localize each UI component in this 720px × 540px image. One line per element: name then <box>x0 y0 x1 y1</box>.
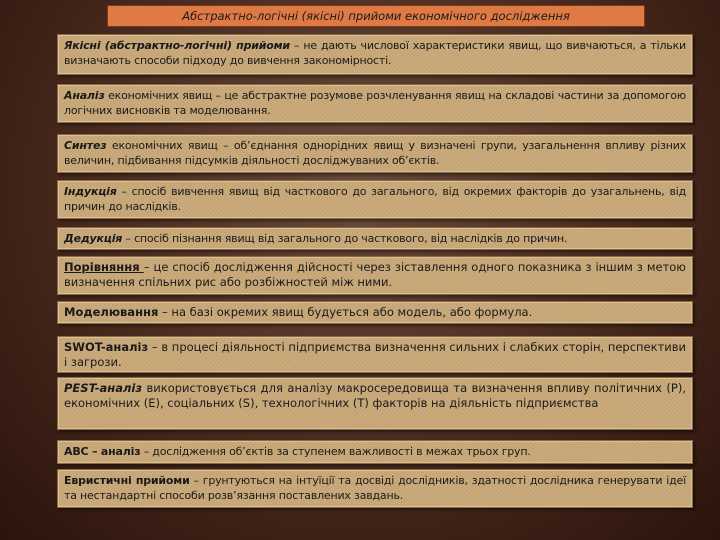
item-term: Індукція <box>64 185 117 198</box>
item-term: ABC – аналіз <box>64 445 141 458</box>
item-text: – на базі окремих явищ будується або модель, або формула. <box>158 305 533 319</box>
item-pest <box>57 377 693 430</box>
item-text: – спосіб пізнання явищ від загального до часткового, від наслідків до причин. <box>122 232 568 245</box>
item-deduction <box>57 227 693 250</box>
item-comparison <box>57 256 693 295</box>
item-term: Дедукція <box>64 232 123 245</box>
item-text: економічних явищ – об’єднання однорідних явищ у визначені групи, узагальнення впливу різних величин, підбивання підсумків діяльності досліджуваних об’єктів. <box>64 139 686 167</box>
item-heuristics <box>57 469 693 508</box>
item-induction <box>57 180 693 219</box>
item-term: Синтез <box>64 139 107 152</box>
item-text: – це спосіб дослідження дійсності через зіставлення одного показника з іншим з метою визначення спільних рис або розбіжностей між ними. <box>64 260 686 289</box>
item-term: PEST-аналіз <box>64 381 143 395</box>
item-term: SWOT-аналіз <box>64 340 149 354</box>
item-text: – спосіб вивчення явищ від часткового до загального, від окремих факторів до узагальнень, від причин до наслідків. <box>64 185 686 213</box>
item-text: використовується для аналізу макросередовища та визначення впливу політичних (P), економічних (E), соціальних (S), технологічних (T) факторів на діяльність підприємства <box>64 381 686 410</box>
item-swot <box>57 336 693 373</box>
item-text: – грунтуються на інтуїції та досвіді дослідників, здатності дослідника генерувати ідеї та нестандартні способи розв’язання поставлених завдань. <box>64 474 686 502</box>
item-term: Евристичні прийоми <box>64 474 190 487</box>
item-term: Порівняння <box>64 260 144 274</box>
item-text: – дослідження об’єктів за ступенем важливості в межах трьох груп. <box>140 445 531 458</box>
item-term: Якісні (абстрактно-логічні) прийоми <box>64 39 290 52</box>
page-title: Абстрактно-логічні (якісні) прийоми економічного дослідження <box>107 5 645 27</box>
item-synthesis <box>57 134 693 173</box>
item-qualitative-methods <box>57 34 693 75</box>
item-text: економічних явищ – це абстрактне розумове розчленування явищ на складові частини за допомогою логічних висновків та моделювання. <box>64 89 686 117</box>
item-text: – не дають числової характеристики явищ, що вивчаються, а тільки визначають способи підходу до вивчення закономірності. <box>64 39 686 67</box>
item-analysis <box>57 84 693 123</box>
item-term: Моделювання <box>64 305 159 319</box>
item-text: – в процесі діяльності підприємства визначення сильних і слабких сторін, перспективи і загрози. <box>64 340 686 369</box>
item-term: Аналіз <box>64 89 105 102</box>
item-modeling <box>57 301 693 324</box>
item-abc <box>57 440 693 464</box>
